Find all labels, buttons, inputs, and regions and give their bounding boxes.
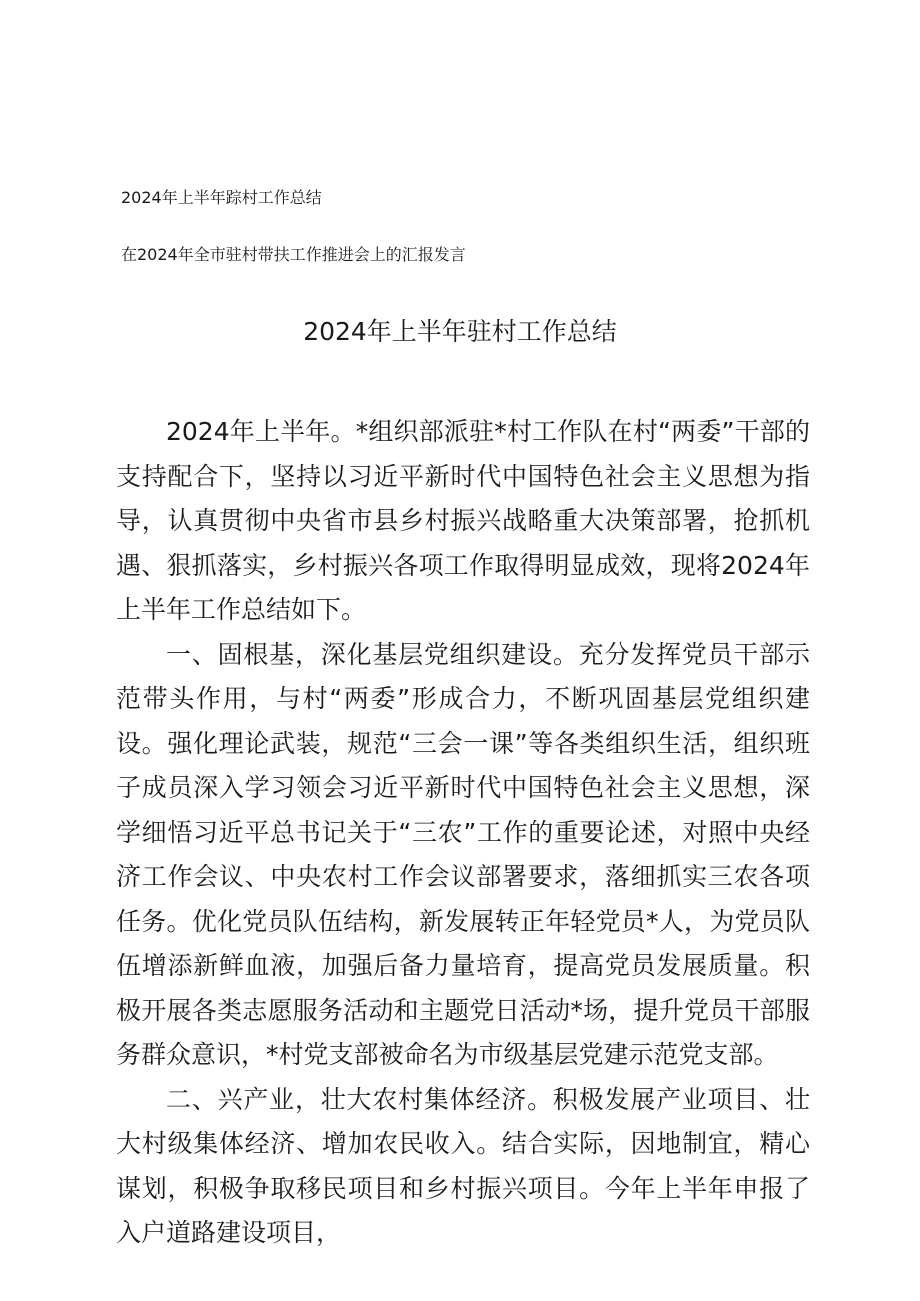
paragraph-section-2: 二、兴产业，壮大农村集体经济。积极发展产业项目、壮大村级集体经济、增加农民收入。结合实际，因地制宜，精心谋划，积极争取移民项目和乡村振兴项目。今年上半年申报了入户道路建设项目， (116, 1084, 810, 1247)
paragraph-intro: 2024年上半年。*组织部派驻*村工作队在村“两委”干部的支持配合下，坚持以习近平新时代中国特色社会主义思想为指导，认真贯彻中央省市县乡村振兴战略重大决策部署，抢抓机遇、狠抓落实，乡村振兴各项工作取得明显成效，现将2024年上半年工作总结如下。 (116, 417, 810, 624)
toc-line-1: 2024年上半年踪村工作总结 (121, 188, 322, 207)
document-title: 2024年上半年驻村工作总结 (303, 317, 617, 346)
toc-line-2: 在2024年全市驻村带扶工作推进会上的汇报发言 (121, 245, 466, 264)
document-body (116, 410, 810, 1256)
paragraph-section-1: 一、固根基，深化基层党组织建设。充分发挥党员干部示范带头作用，与村“两委”形成合力，不断巩固基层党组织建设。强化理论武装，规范“三会一课”等各类组织生活，组织班子成员深入学习领会习近平新时代中国特色社会主义思想，深学细悟习近平总书记关于“三农”工作的重要论述，对照中央经济工作会议、中央农村工作会议部署要求，落细抓实三农各项任务。优化党员队伍结构，新发展转正年轻党员*人，为党员队伍增添新鲜血液，加强后备力量培育，提高党员发展质量。积极开展各类志愿服务活动和主题党日活动*场，提升党员干部服务群众意识，*村党支部被命名为市级基层党建示范党支部。 (116, 639, 810, 1069)
